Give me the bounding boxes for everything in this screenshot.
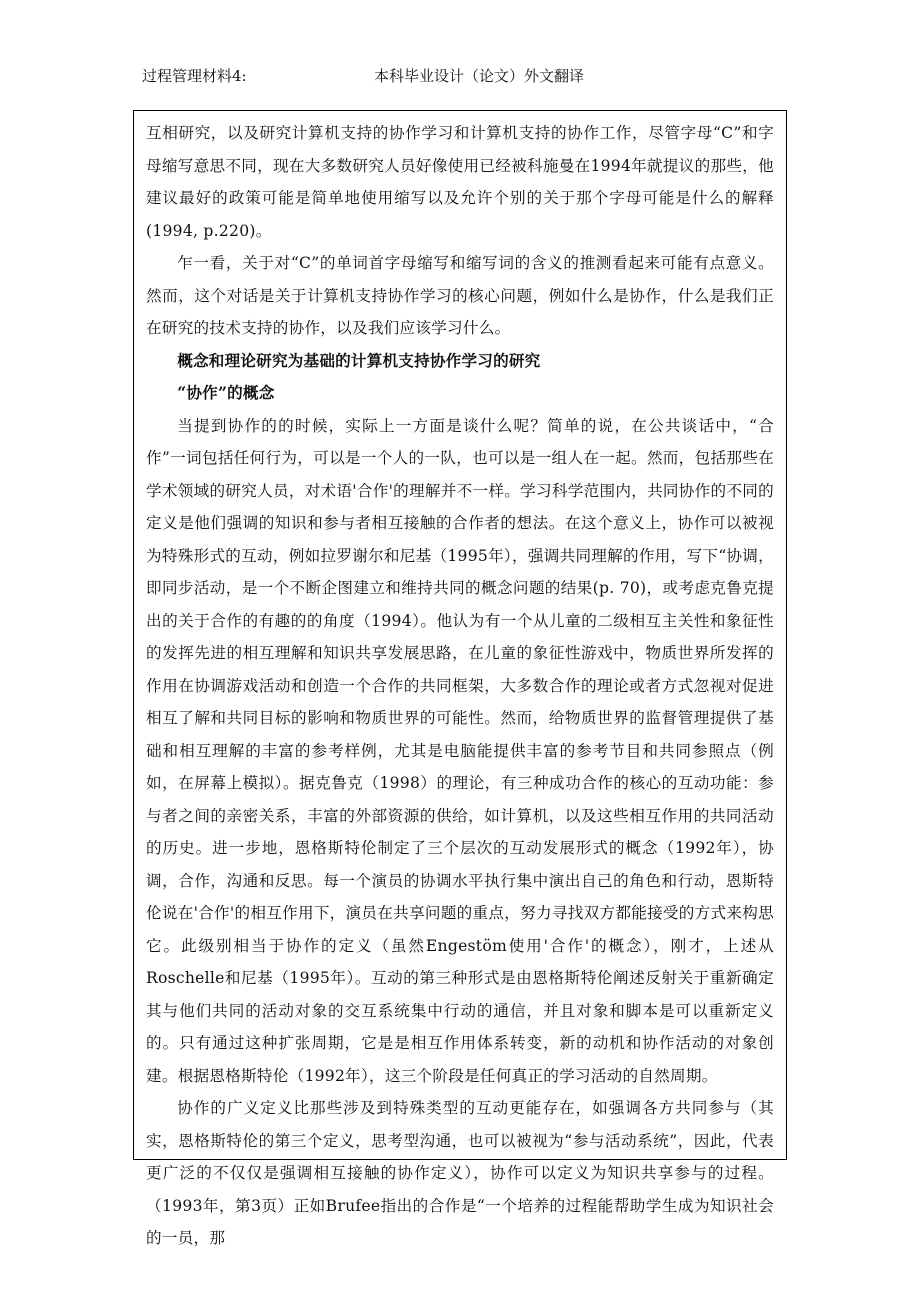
- content-box: [133, 110, 787, 1247]
- paragraph-3: 当提到协作的的时候，实际上一方面是谈什么呢？简单的说，在公共谈话中，“合作”一词包括任何行为，可以是一个人的一队，也可以是一组人在一起。然而，包括那些在学术领域的研究人员，对术语'合作'的理解并不一样。学习科学范围内，共同协作的不同的定义是他们强调的知识和参与者相互接触的合作者的想法。在这个意义上，协作可以被视为特殊形式的互动，例如拉罗谢尔和尼基（1995年），强调共同理解的作用，写下“协调，即同步活动，是一个不断企图建立和维持共同的概念问题的结果(p. 70)，或考虑克鲁克提出的关于合作的有趣的的角度（1994）。他认为有一个从儿童的二级相互主关性和象征性的发挥先进的相互理解和知识共享发展思路，在儿童的象征性游戏中，物质世界所发挥的作用在协调游戏活动和创造一个合作的共同框架，大多数合作的理论或者方式忽视对促进相互了解和共同目标的影响和物质世界的可能性。然而，给物质世界的监督管理提供了基础和相互理解的丰富的参考样例，尤其是电脑能提供丰富的参考节目和共同参照点（例如，在屏幕上模拟）。据克鲁克（1998）的理论，有三种成功合作的核心的互动功能：参与者之间的亲密关系，丰富的外部资源的供给，如计算机，以及这些相互作用的共同活动的历史。进一步地，恩格斯特伦制定了三个层次的互动发展形式的概念（1992年），协调，合作，沟通和反思。每一个演员的协调水平执行集中演出自己的角色和行动，恩斯特伦说在'合作'的相互作用下，演员在共享问题的重点，努力寻找双方都能接受的方式来构思它。此级别相当于协作的定义（虽然Engestöm使用'合作'的概念），刚才，上述从Roschelle和尼基（1995年）。互动的第三种形式是由恩格斯特伦阐述反射关于重新确定其与他们共同的活动对象的交互系统集中行动的通信，并且对象和脚本是可以重新定义的。只有通过这种扩张周期，它是是相互作用体系转变，新的动机和协作活动的对象创建。根据恩格斯特伦（1992年），这三个阶段是任何真正的学习活动的自然周期。: [146, 416, 774, 1085]
- paragraph-4: 协作的广义定义比那些涉及到特殊类型的互动更能存在，如强调各方共同参与（其实，恩格斯特伦的第三个定义，思考型沟通，也可以被视为“参与活动系统”，因此，代表更广泛的不仅仅是强调相互接触的协作定义），协作可以定义为知识共享参与的过程。（1993年，第3页）正如Brufee指出的合作是“一个培养的过程能帮助学生成为知识社会的一员，那: [146, 1099, 774, 1247]
- header-left-label: 过程管理材料4:: [142, 67, 247, 85]
- subsection-heading: “协作”的概念: [177, 383, 275, 402]
- header-title: 本科毕业设计（论文）外文翻译: [374, 67, 585, 85]
- page-header: [140, 62, 790, 90]
- section-heading: 概念和理论研究为基础的计算机支持协作学习的研究: [177, 350, 541, 370]
- paragraph-2: 乍一看，关于对“C”的单词首字母缩写和缩写词的含义的推测看起来可能有点意义。然而，这个对话是关于计算机支持协作学习的核心问题，例如什么是协作，什么是我们正在研究的技术支持的协作，以及我们应该学习什么。: [146, 254, 774, 337]
- paragraph-1: 互相研究，以及研究计算机支持的协作学习和计算机支持的协作工作，尽管字母“C”和字母缩写意思不同，现在大多数研究人员好像使用已经被科施曼在1994年就提议的那些，他建议最好的政策可能是简单地使用缩写以及允许个别的关于那个字母可能是什么的解释(1994, p.220)。: [146, 124, 774, 240]
